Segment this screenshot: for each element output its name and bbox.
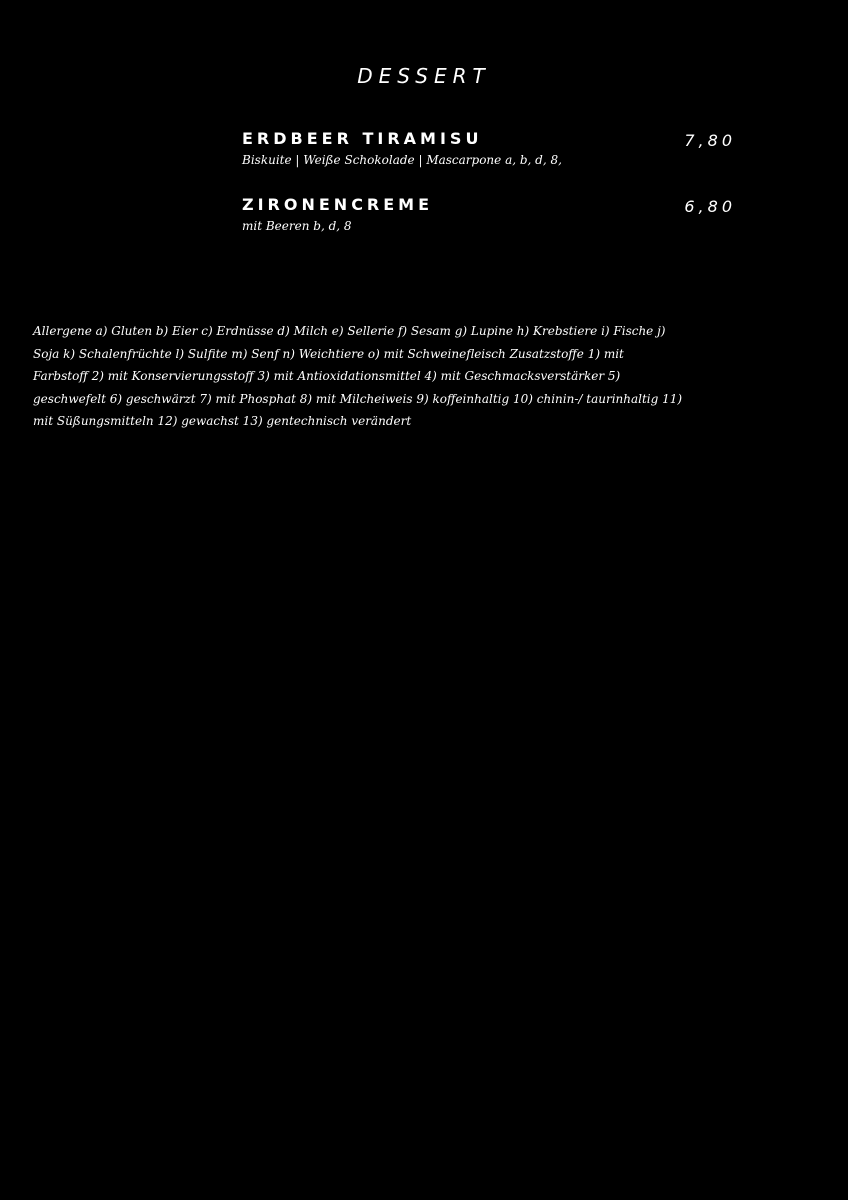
allergen-line: Farbstoff 2) mit Konservierungsstoff 3) mit Antioxidationsmittel 4) mit Geschmacksverstärker 5) xyxy=(33,369,621,383)
allergen-line: Soja k) Schalenfrüchte l) Sulfite m) Senf n) Weichtiere o) mit Schweinefleisch Zusatzstoffe 1) mit xyxy=(33,346,624,361)
item-description: mit Beeren b, d, 8 xyxy=(242,219,352,233)
item-price: 7,80 xyxy=(684,131,736,150)
item-name: ERDBEER TIRAMISU xyxy=(242,129,483,148)
item-price: 6,80 xyxy=(684,197,736,216)
menu-item-zironencreme xyxy=(242,195,736,235)
allergen-line: Allergene a) Gluten b) Eier c) Erdnüsse d) Milch e) Sellerie f) Sesam g) Lupine h) Krebstiere i) Fische j) xyxy=(33,324,666,338)
menu-item-erdbeer-tiramisu xyxy=(242,129,736,169)
allergen-line: mit Süßungsmitteln 12) gewachst 13) gentechnisch verändert xyxy=(33,414,412,428)
page-title: DESSERT xyxy=(357,64,491,88)
item-name: ZIRONENCREME xyxy=(242,195,434,214)
allergen-legend xyxy=(33,320,713,433)
item-description: Biskuite | Weiße Schokolade | Mascarpone a, b, d, 8, xyxy=(242,153,562,167)
allergen-line: geschwefelt 6) geschwärzt 7) mit Phosphat 8) mit Milcheiweis 9) koffeinhaltig 10) chinin-/ taurinhaltig 11) xyxy=(33,391,683,406)
